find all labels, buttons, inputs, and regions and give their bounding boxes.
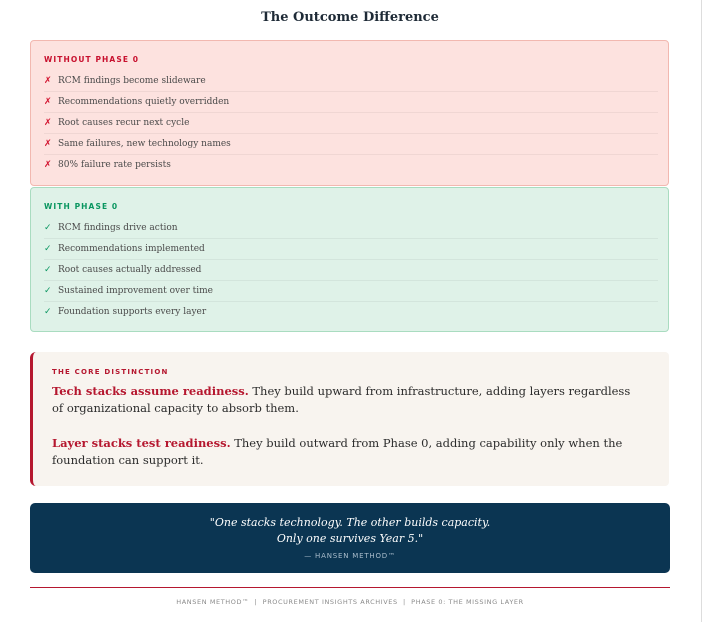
- check-icon: ✓: [44, 244, 52, 254]
- list-item: [44, 71, 658, 92]
- list-item-text: Recommendations quietly overridden: [58, 97, 230, 107]
- list-item-text: Sustained improvement over time: [58, 286, 213, 296]
- without-phase0-list: [44, 71, 658, 175]
- list-item: [44, 281, 658, 302]
- list-item: [44, 113, 658, 134]
- cross-icon: ✗: [44, 160, 52, 170]
- list-item-text: Root causes actually addressed: [58, 265, 202, 275]
- cross-icon: ✗: [44, 139, 52, 149]
- check-icon: ✓: [44, 223, 52, 233]
- list-item: [44, 134, 658, 155]
- with-phase0-panel: [30, 187, 669, 332]
- with-phase0-label: WITH PHASE 0: [44, 202, 119, 211]
- quote-line-1: "One stacks technology. The other builds capacity.: [209, 516, 491, 529]
- list-item: [44, 218, 658, 239]
- page-edge-divider: [701, 0, 702, 622]
- with-phase0-list: [44, 218, 658, 322]
- without-phase0-label: WITHOUT PHASE 0: [44, 55, 140, 64]
- core-distinction-label: THE CORE DISTINCTION: [52, 368, 169, 376]
- cross-icon: ✗: [44, 76, 52, 86]
- page-title: The Outcome Difference: [261, 10, 439, 25]
- quote-box: [30, 503, 670, 573]
- tech-stacks-text: They build upward from infrastructure, adding layers regardless of organizational capacity to absorb them.: [52, 384, 631, 415]
- cross-icon: ✗: [44, 97, 52, 107]
- list-item-text: Same failures, new technology names: [58, 139, 231, 149]
- cross-icon: ✗: [44, 118, 52, 128]
- list-item-text: 80% failure rate persists: [58, 160, 171, 170]
- core-distinction-card: [30, 352, 669, 486]
- tech-stacks-paragraph: [52, 383, 642, 417]
- quote-line-2: Only one survives Year 5.": [276, 532, 424, 545]
- layer-stacks-text: They build outward from Phase 0, adding capability only when the foundation can support it.: [52, 436, 623, 467]
- quote-attribution: — HANSEN METHOD™: [304, 552, 396, 560]
- footer: HANSEN METHOD™ | PROCUREMENT INSIGHTS ARCHIVES | PHASE 0: THE MISSING LAYER: [176, 598, 524, 606]
- list-item: [44, 260, 658, 281]
- list-item: [44, 302, 658, 322]
- layer-stacks-paragraph: [52, 435, 642, 469]
- layer-stacks-emphasis: Layer stacks test readiness.: [52, 436, 231, 450]
- list-item-text: RCM findings drive action: [58, 223, 178, 233]
- list-item: [44, 92, 658, 113]
- list-item: [44, 239, 658, 260]
- check-icon: ✓: [44, 307, 52, 317]
- list-item-text: RCM findings become slideware: [58, 76, 206, 86]
- list-item-text: Recommendations implemented: [58, 244, 205, 254]
- tech-stacks-emphasis: Tech stacks assume readiness.: [52, 384, 249, 398]
- without-phase0-panel: [30, 40, 669, 186]
- footer-divider: [30, 587, 670, 588]
- list-item-text: Root causes recur next cycle: [58, 118, 190, 128]
- list-item: [44, 155, 658, 175]
- list-item-text: Foundation supports every layer: [58, 307, 207, 317]
- check-icon: ✓: [44, 265, 52, 275]
- check-icon: ✓: [44, 286, 52, 296]
